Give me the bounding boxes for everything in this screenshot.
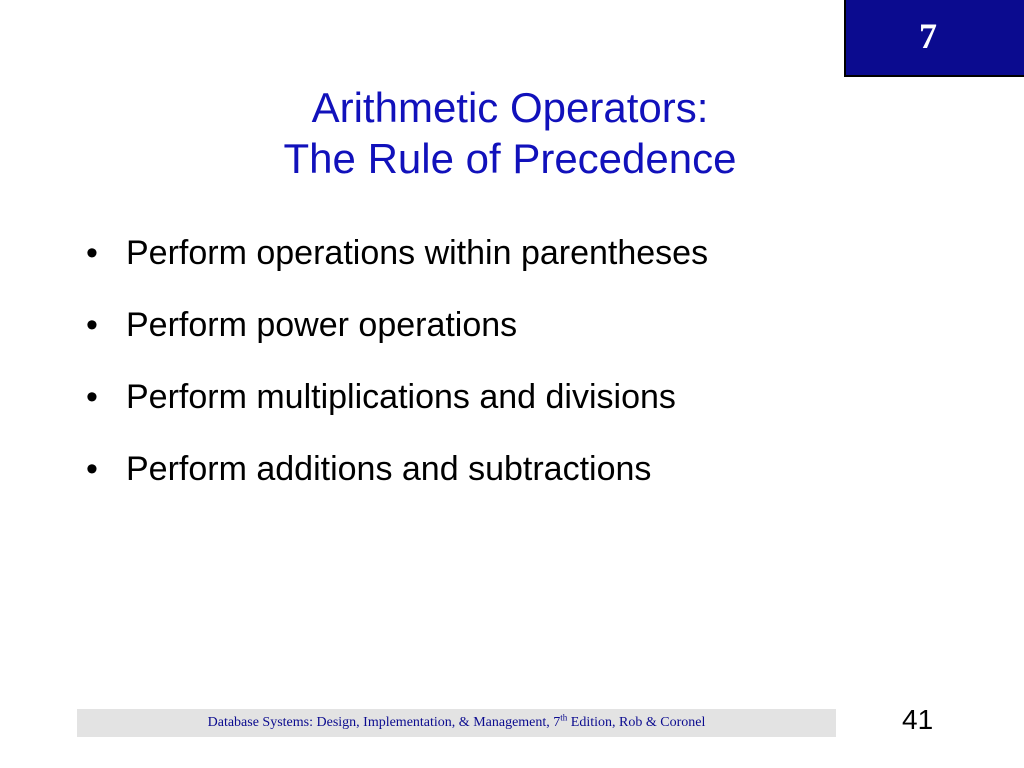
footer-citation [207, 712, 706, 730]
slide-title-line-1: Arithmetic Operators: [311, 84, 709, 131]
bullet-item [86, 371, 708, 443]
bullet-item [86, 443, 708, 515]
footer-bar [77, 709, 836, 737]
chapter-number: 7 [919, 16, 937, 56]
footer-text-end: Edition, Rob & Coronel [567, 715, 706, 730]
page-number: 41 [902, 704, 934, 735]
bullet-item [86, 227, 708, 299]
footer-text-main: Database Systems: Design, Implementation, & Management, 7 [207, 715, 561, 730]
footer-superscript: th [560, 712, 568, 723]
bullet-icon: • [86, 234, 98, 272]
bullet-icon: • [86, 450, 98, 488]
bullet-list [86, 227, 708, 515]
chapter-badge [844, 0, 1024, 77]
bullet-item [86, 299, 708, 371]
bullet-icon: • [86, 378, 98, 416]
bullet-text: Perform power operations [126, 306, 518, 344]
bullet-text: Perform operations within parentheses [126, 234, 709, 272]
bullet-text: Perform multiplications and divisions [126, 378, 676, 416]
bullet-icon: • [86, 306, 98, 344]
slide-title [160, 82, 860, 184]
slide-title-line-2: The Rule of Precedence [283, 135, 737, 182]
bullet-text: Perform additions and subtractions [126, 450, 652, 488]
